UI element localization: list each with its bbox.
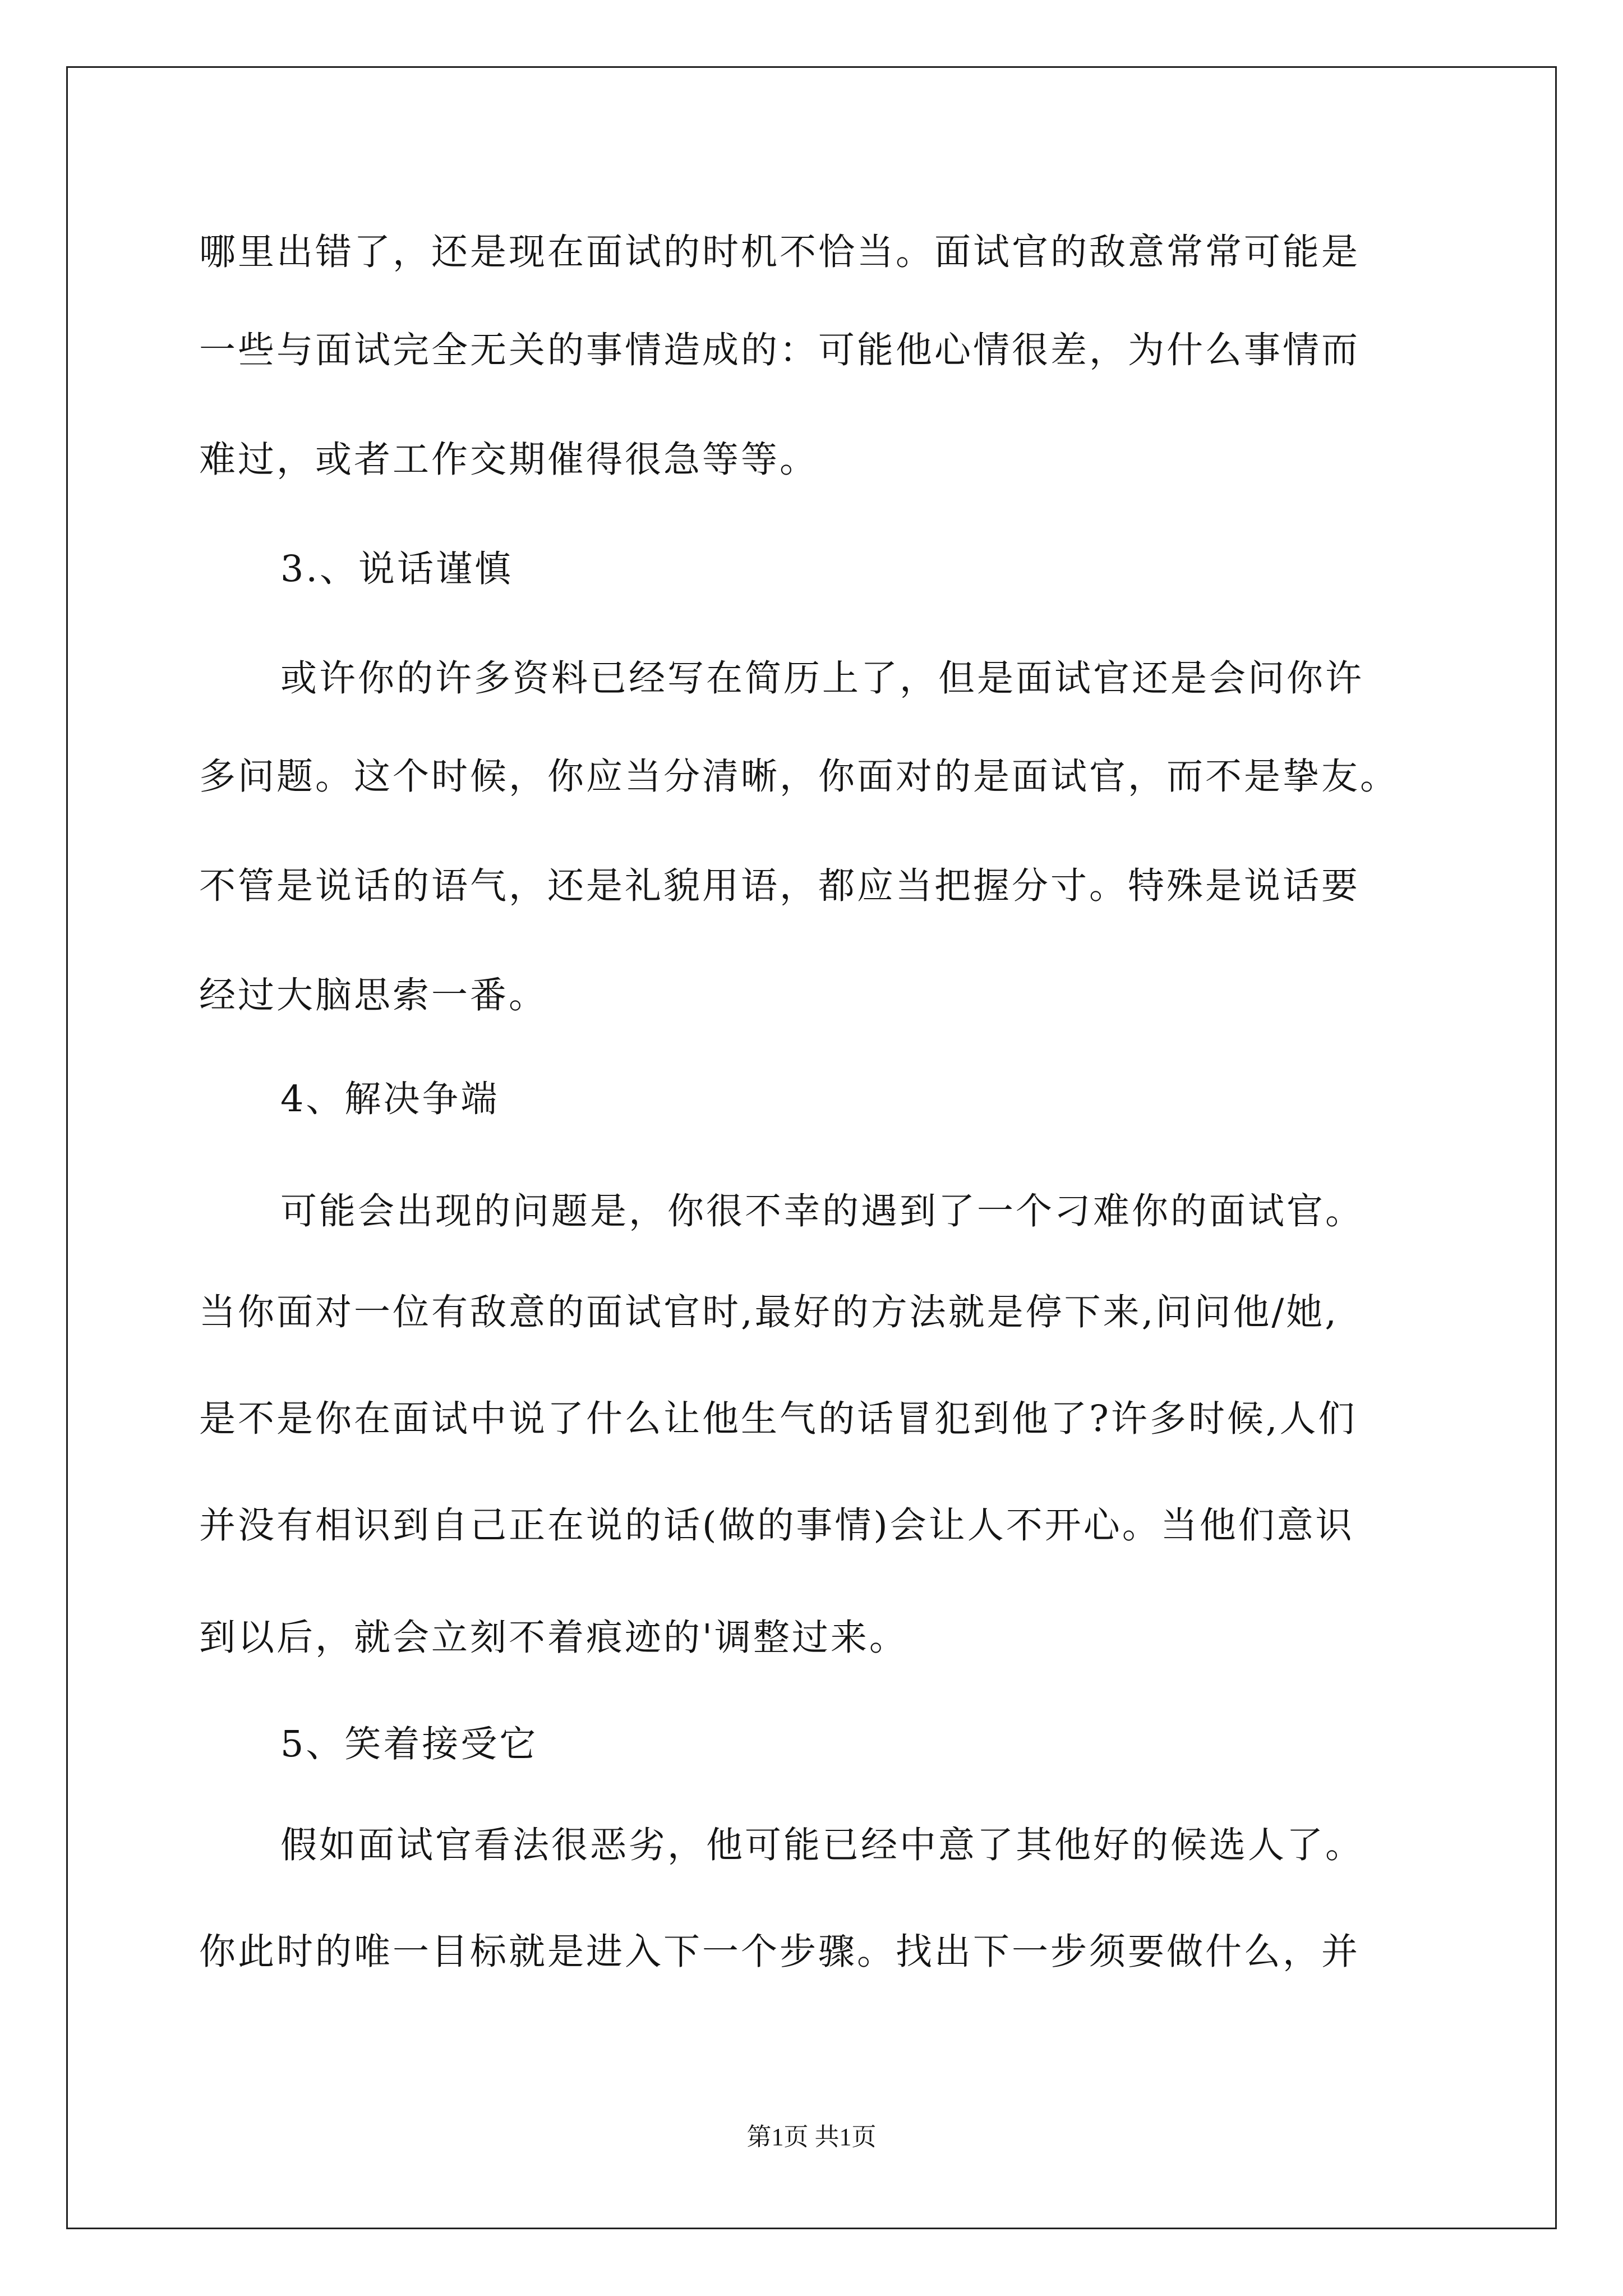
section-heading-4: 4、解决争端 [280,1078,500,1120]
body-line-11: 当你面对一位有敌意的面试官时,最好的方法就是停下来,问问他/她, [199,1291,1339,1333]
body-line-5: 或许你的许多资料已经写在简历上了，但是面试官还是会问你许 [280,657,1364,700]
body-line-13: 并没有相识到自己正在说的话(做的事情)会让人不开心。当他们意识 [199,1504,1354,1547]
body-line-10: 可能会出现的问题是，你很不幸的遇到了一个刁难你的面试官。 [280,1190,1364,1232]
body-line-16: 假如面试官看法很恶劣，他可能已经中意了其他好的候选人了。 [280,1824,1364,1866]
body-line-17: 你此时的唯一目标就是进入下一个步骤。找出下一步须要做什么，并 [199,1931,1361,1973]
section-heading-3: 3.、说话谨慎 [280,548,514,590]
page-border [66,66,1557,2229]
body-line-3: 难过，或者工作交期催得很急等等。 [199,439,819,481]
body-line-8: 经过大脑思索一番。 [199,974,548,1016]
body-line-12: 是不是你在面试中说了什么让他生气的话冒犯到他了?许多时候,人们 [199,1398,1357,1440]
body-line-7: 不管是说话的语气，还是礼貌用语，都应当把握分寸。特殊是说话要 [199,865,1361,907]
body-line-2: 一些与面试完全无关的事情造成的：可能他心情很差，为什么事情而 [199,329,1361,371]
body-line-6: 多问题。这个时候，你应当分清晰，你面对的是面试官，而不是挚友。 [199,756,1399,798]
body-line-14: 到以后，就会立刻不着痕迹的'调整过来。 [199,1617,908,1659]
page-number: 第1页 共1页 [746,2123,877,2151]
body-line-1: 哪里出错了，还是现在面试的时机不恰当。面试官的敌意常常可能是 [199,231,1361,273]
section-heading-5: 5、笑着接受它 [280,1723,538,1765]
